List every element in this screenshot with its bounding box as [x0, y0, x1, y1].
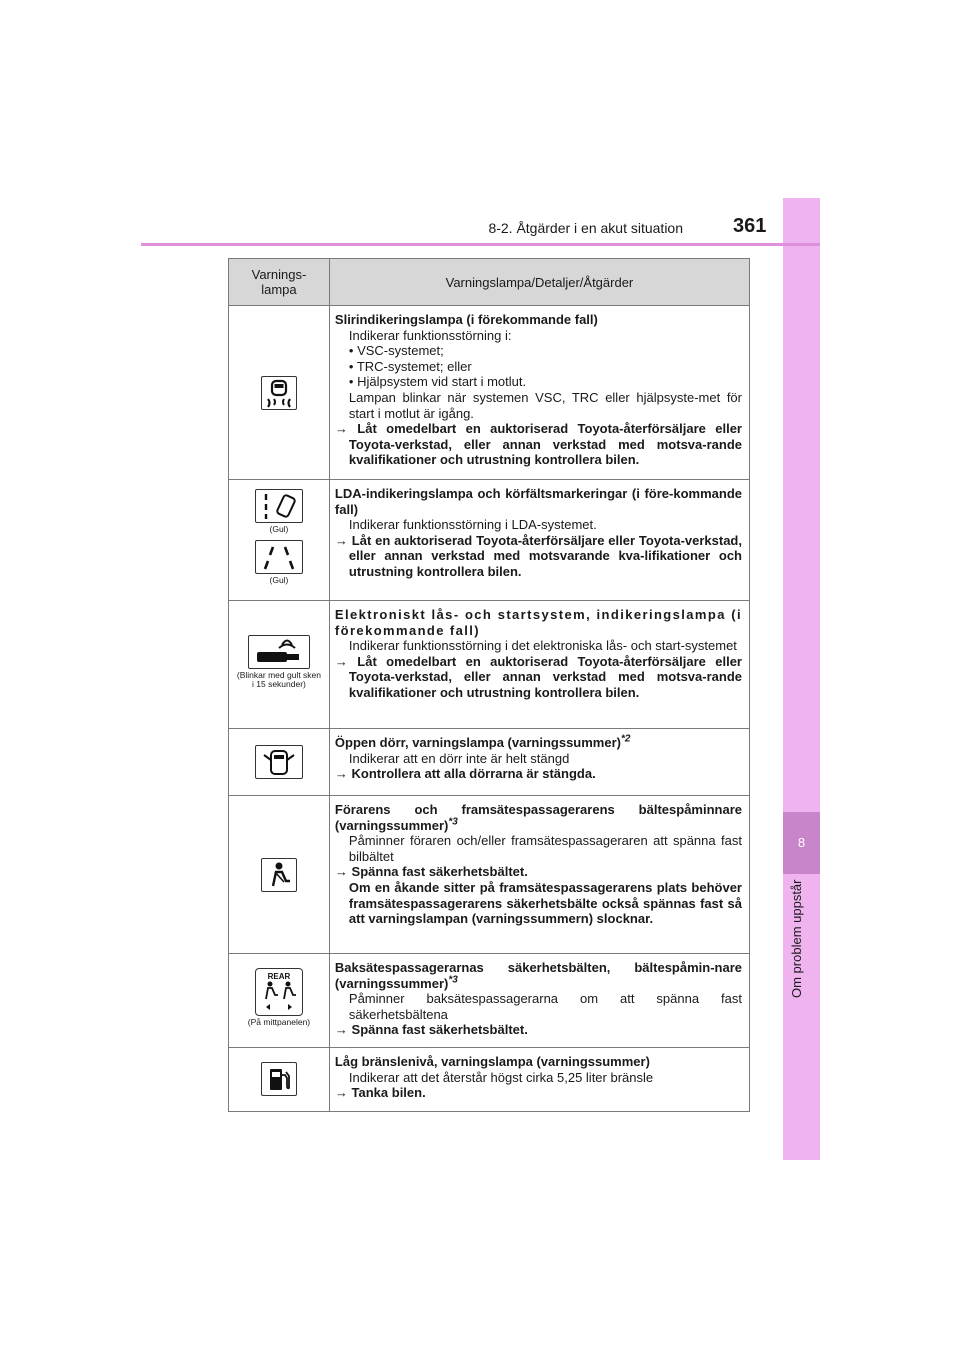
row-title: Slirindikeringslampa (i förekommande fall): [334, 312, 598, 327]
row-text: Indikerar att det återstår högst cirka 5,25 liter bränsle: [348, 1069, 654, 1085]
chapter-label: Om problem uppstår: [789, 880, 804, 999]
row-title: [335, 802, 742, 833]
icon-caption: (Blinkar med gult sken i 15 sekunder): [236, 669, 321, 689]
row-title: LDA-indikeringslampa och körfältsmarkeringar (i före-kommande fall): [334, 486, 742, 517]
lda-indicator-icon: [255, 489, 303, 523]
row-title: [335, 960, 742, 991]
icon-caption: (Gul): [269, 524, 289, 534]
table-row: [229, 954, 750, 1048]
icon-caption: (Gul): [269, 575, 289, 585]
row-title: Elektroniskt lås- och startsystem, indikeringslampa (i förekommande fall): [334, 607, 742, 638]
arrow-glyph: →: [334, 532, 348, 548]
row-text: Påminner baksätespassagerarna om att spänna fast säkerhetsbältena: [348, 991, 742, 1022]
smart-key-icon: [248, 635, 310, 669]
arrow-glyph: →: [334, 1085, 348, 1101]
header-col-lamp: Varnings- lampa: [229, 259, 330, 306]
row-text: Indikerar funktionsstörning i:: [348, 327, 512, 343]
action-text: Spänna fast säkerhetsbältet.: [351, 1022, 528, 1038]
rear-label: REAR: [267, 971, 291, 981]
door-open-icon: [255, 745, 303, 779]
row-action: [335, 1022, 742, 1038]
table-header-row: [229, 259, 750, 306]
table-row: [229, 306, 750, 480]
arrow-glyph: →: [334, 421, 348, 437]
row-text: Påminner föraren och/eller framsätespassageraren att spänna fast bilbältet: [348, 833, 742, 864]
action-text: Låt omedelbart en auktoriserad Toyota-återförsäljare eller Toyota-verkstad, eller annan verkstad med motsva-rande kvalifikationer och utrustning kontrollera bilen.: [348, 653, 742, 700]
warning-lights-table: [228, 258, 750, 1112]
lane-markings-icon: [255, 540, 303, 574]
table-row: [229, 480, 750, 601]
chapter-number: 8: [783, 812, 820, 874]
bullet-item: • Hjälpsystem vid start i motlut.: [348, 374, 527, 390]
row-action: [335, 533, 742, 580]
icon-caption: (På mittpanelen): [247, 1016, 311, 1027]
row-title: Låg bränslenivå, varningslampa (varningssummer): [334, 1053, 650, 1069]
row-text: Indikerar funktionsstörning i LDA-systemet.: [348, 517, 597, 533]
row-text: Indikerar att en dörr inte är helt stängd: [348, 750, 570, 766]
row-text: Indikerar funktionsstörning i det elektroniska lås- och start-systemet: [348, 638, 737, 654]
action-note: Om en åkande sitter på framsätespassagerarens plats behöver framsätespassagerarens säkerhetsbälte också spännas fast så att varningslampan (varningssummern) slocknar.: [348, 879, 742, 927]
bullet-item: • VSC-systemet;: [348, 343, 444, 359]
table-row: [229, 796, 750, 954]
action-text: Låt en auktoriserad Toyota-återförsäljare eller Toyota-verkstad, eller annan verkstad med motsvarande kva-lifikationer och utrustning kontrollera bilen.: [348, 532, 742, 579]
rear-seatbelt-icon: [255, 968, 303, 1016]
title-text: Öppen dörr, varningslampa (varningssummer): [334, 735, 621, 750]
table-row: [229, 1047, 750, 1111]
seatbelt-icon: [261, 858, 297, 892]
bullet-item: • TRC-systemet; eller: [348, 358, 472, 374]
arrow-glyph: →: [334, 766, 348, 782]
action-text: Spänna fast säkerhetsbältet.: [351, 864, 528, 880]
page-number: 361: [733, 215, 767, 237]
arrow-glyph: →: [334, 864, 348, 880]
fuel-icon: [261, 1062, 297, 1096]
skid-indicator-icon: [261, 376, 297, 410]
footnote-ref: *2: [620, 733, 631, 745]
title-text: Förarens och framsätespassagerarens bältespåminnare (varningssummer): [334, 802, 742, 833]
row-title: [335, 735, 742, 751]
table-row: [229, 729, 750, 796]
row-action: [335, 654, 742, 701]
row-action: [335, 421, 742, 468]
section-title: 8-2. Åtgärder i en akut situation: [488, 220, 683, 236]
row-text: Lampan blinkar när systemen VSC, TRC eller hjälpsyste-met för start i motlut är igång.: [348, 389, 742, 421]
arrow-glyph: →: [334, 1022, 348, 1038]
title-text: Baksätespassagerarnas säkerhetsbälten, bältespåmin-nare (varningssummer): [334, 960, 742, 991]
table-row: [229, 601, 750, 729]
arrow-glyph: →: [334, 653, 348, 669]
row-action: [335, 864, 742, 880]
action-text: Kontrollera att alla dörrarna är stängda.: [351, 766, 596, 782]
header-rule: [141, 243, 820, 246]
header-col-details: Varningslampa/Detaljer/Åtgärder: [329, 259, 749, 306]
action-text: Låt omedelbart en auktoriserad Toyota-återförsäljare eller Toyota-verkstad, eller annan verkstad med motsva-rande kvalifikationer och utrustning kontrollera bilen.: [348, 421, 742, 468]
row-action: [335, 766, 742, 782]
footnote-ref: *3: [448, 974, 458, 986]
footnote-ref: *3: [448, 816, 458, 828]
action-text: Tanka bilen.: [351, 1085, 426, 1101]
row-action: [335, 1085, 742, 1101]
